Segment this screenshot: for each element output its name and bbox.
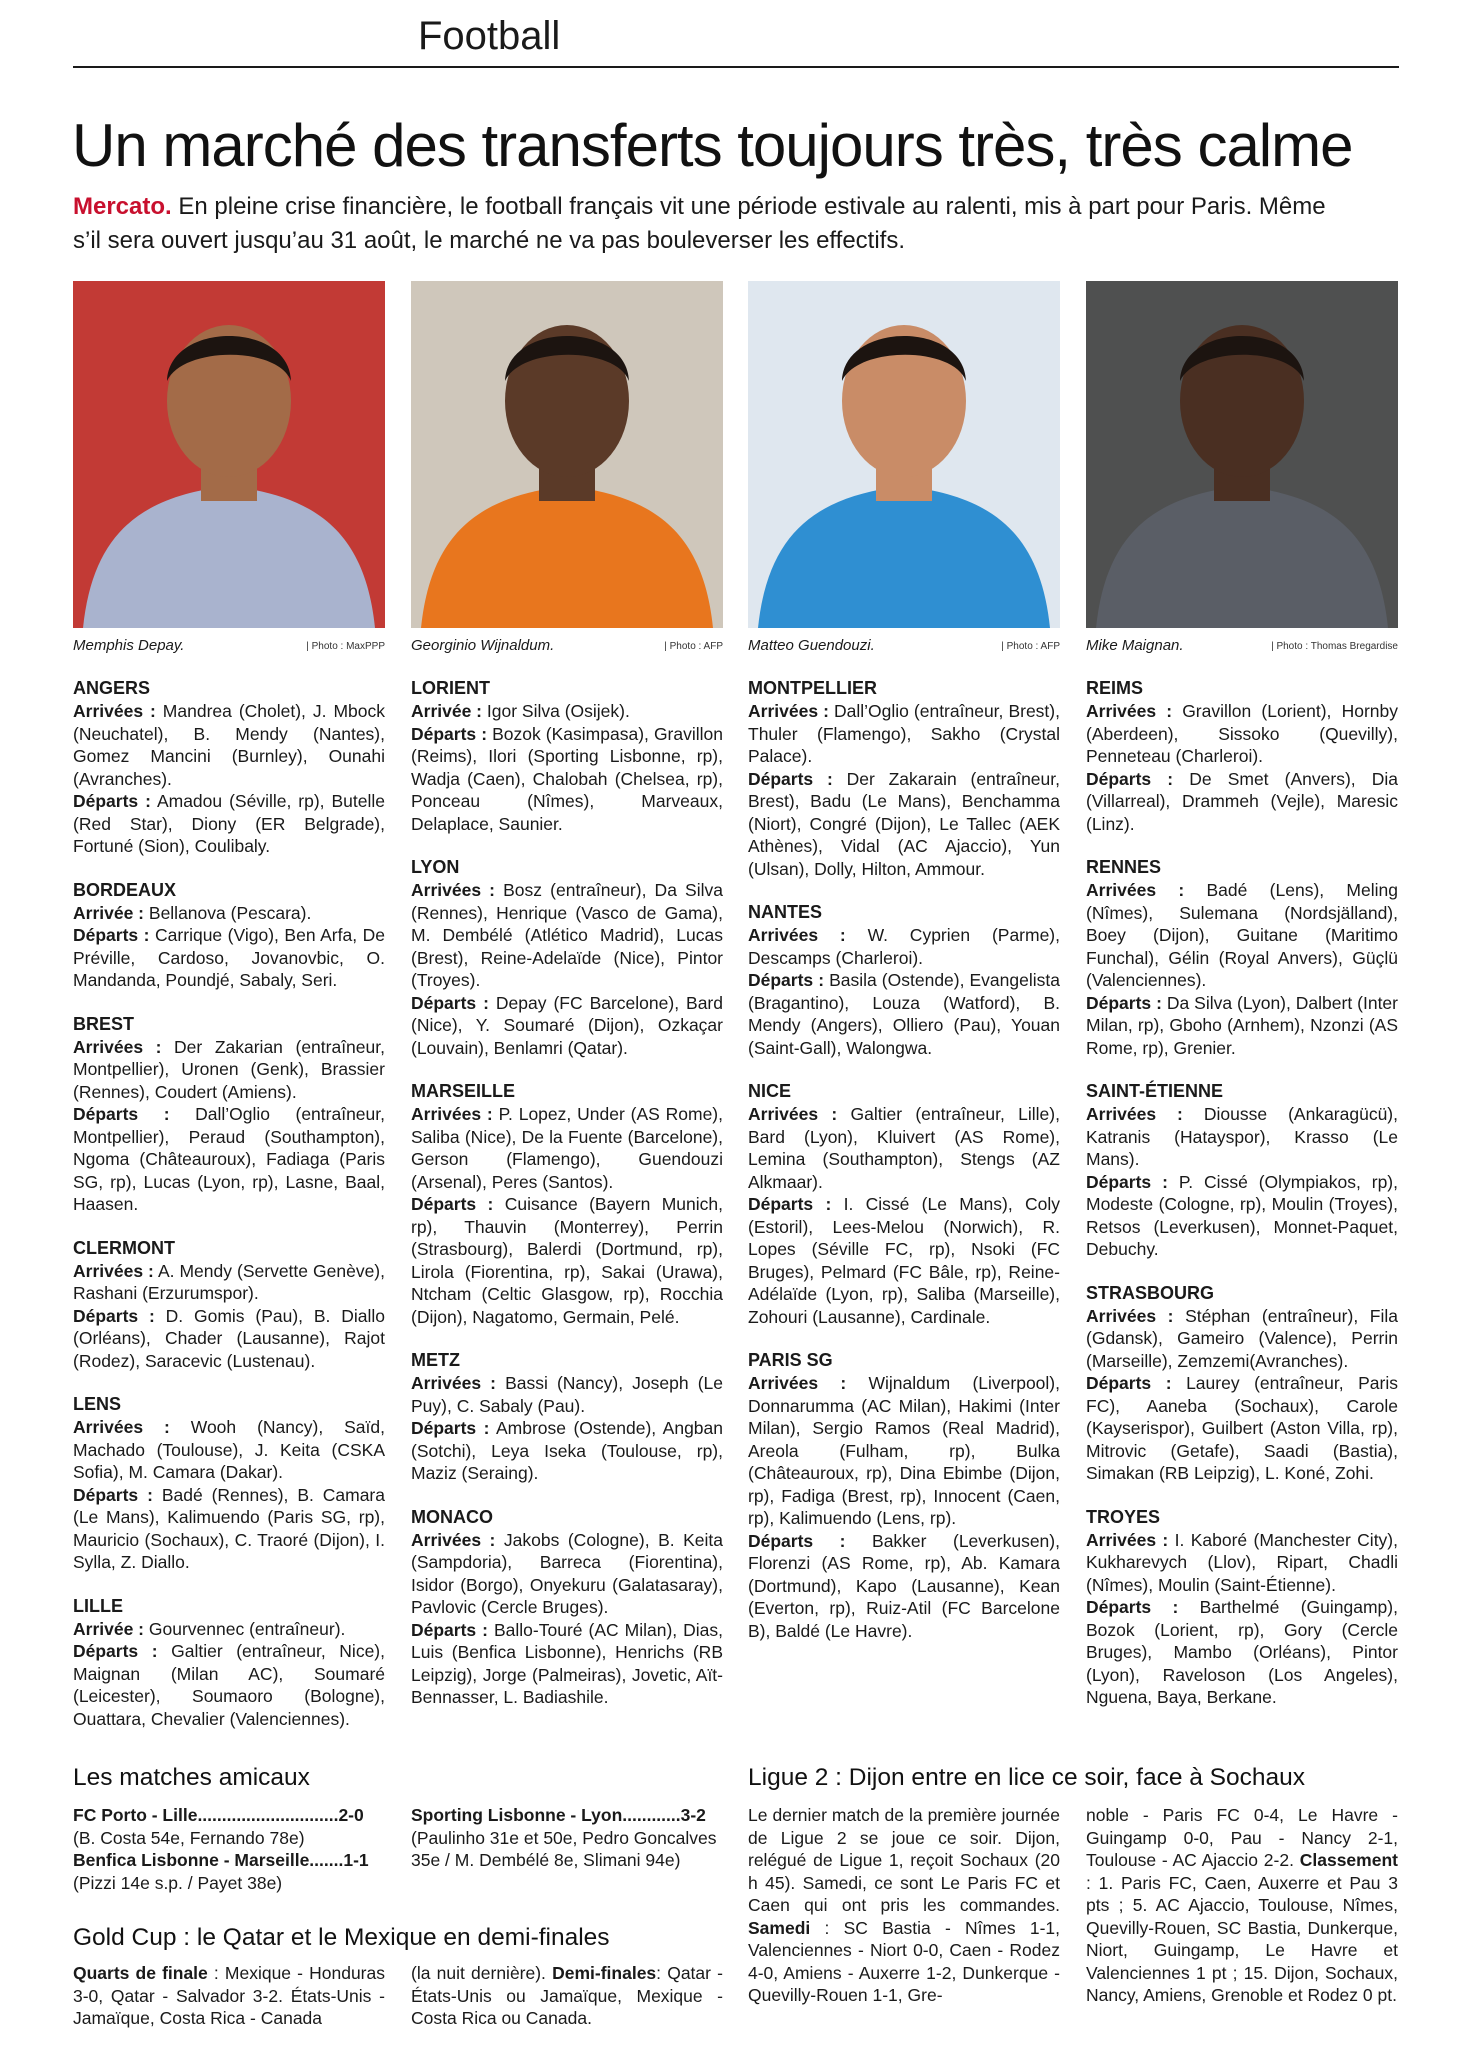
- departures-label: Départs :: [73, 1305, 155, 1326]
- ligue2-samedi-label: Samedi: [748, 1917, 811, 1938]
- departures-text: I. Cissé (Le Mans), Coly (Estoril), Lees-Melou (Norwich), R. Lopes (Séville FC, rp), Nsoki (FC Bruges), Pelmard (FC Bâle, rp), Reine-Adélaïde (Lyon, rp), Saliba (Marseille), Zohouri (Lausanne), Cardinale.: [748, 1194, 1060, 1327]
- club-departures: [1086, 1372, 1398, 1485]
- arrivals-text: Badé (Lens), Meling (Nîmes), Sulemana (Nordsjälland), Boey (Dijon), Guitane (Maritimo Funchal), Gélin (Royal Anvers), Güçlü (Valenciennes).: [1086, 880, 1398, 990]
- arrivals-text: A. Mendy (Servette Genève), Rashani (Erzurumspor).: [73, 1260, 385, 1303]
- club-block: [411, 676, 723, 835]
- club-departures: [73, 1305, 385, 1373]
- arrivals-text: Dall’Oglio (entraîneur, Brest), Thuler (Flamengo), Sakho (Crystal Palace).: [748, 701, 1060, 766]
- club-departures: [73, 1640, 385, 1730]
- club-arrivals: [73, 700, 385, 790]
- photo-caption: [748, 634, 1060, 660]
- caption-credit: | Photo : AFP: [1001, 641, 1060, 652]
- photo-memphis-depay: [73, 281, 385, 628]
- club-name: MARSEILLE: [411, 1081, 516, 1101]
- club-name: LILLE: [73, 1595, 123, 1616]
- arrivals-text: Mandrea (Cholet), J. Mbock (Neuchatel), B. Mendy (Nantes), Gomez Mancini (Burnley), Ounahi (Avranches).: [73, 701, 385, 789]
- arrivals-text: Jakobs (Cologne), B. Keita (Sampdoria), Barreca (Fiorentina), Isidor (Borgo), Onyekuru (Galatasaray), Pavlovic (Cercle Bruges).: [411, 1529, 723, 1617]
- club-name: BORDEAUX: [73, 879, 177, 900]
- caption-credit: | Photo : Thomas Bregardise: [1271, 641, 1398, 652]
- club-block: [1086, 855, 1398, 1059]
- arrivals-text: Bassi (Nancy), Joseph (Le Puy), C. Sabaly (Pau).: [411, 1373, 723, 1416]
- club-arrivals: [748, 700, 1060, 768]
- ligue2-samedi-cont: noble - Paris FC 0-4, Le Havre - Guingamp 0-0, Pau - Nancy 2-1, Toulouse - AC Ajaccio 2-2.: [1086, 1805, 1398, 1870]
- club-block: [411, 1505, 723, 1709]
- match-result: Sporting Lisbonne - Lyon............3-2: [411, 1805, 706, 1825]
- club-arrivals: [1086, 879, 1398, 992]
- club-block: [73, 1594, 385, 1731]
- arrivals-label: Arrivées :: [1086, 1104, 1183, 1124]
- departures-text: Galtier (entraîneur, Nice), Maignan (Milan AC), Soumaré (Leicester), Soumaoro (Bologne), Ouattara, Chevalier (Valenciennes).: [73, 1641, 385, 1729]
- caption-name: Memphis Depay.: [73, 637, 185, 654]
- departures-label: Départs :: [73, 1104, 170, 1124]
- caption-name: Georginio Wijnaldum.: [411, 637, 555, 654]
- arrivals-label: Arrivées :: [748, 925, 846, 945]
- transfer-column: [411, 676, 723, 1729]
- arrivals-label: Arrivées :: [411, 1373, 496, 1393]
- goldcup-qf: : Mexique - Honduras 3-0, Qatar - Salvador 3-2. États-Unis - Jamaïque, Costa Rica - Canada: [73, 1963, 385, 2028]
- chapo-kicker: Mercato.: [73, 193, 172, 220]
- departures-text: D. Gomis (Pau), B. Diallo (Orléans), Chader (Lausanne), Rajot (Rodez), Saracevic (Lustenau).: [73, 1305, 386, 1371]
- club-block: [73, 1392, 385, 1574]
- ligue2-col-2: [1086, 1804, 1398, 2007]
- arrivals-label: Arrivées :: [411, 1529, 496, 1550]
- chapo: [73, 190, 1333, 258]
- arrivals-label: Arrivées :: [73, 701, 156, 721]
- departures-text: Ballo-Touré (AC Milan), Dias, Luis (Benfica Lisbonne), Henrichs (RB Leipzig), Jorge (Palmeiras), Jovetic, Aït-Bennasser, L. Badiashile.: [411, 1619, 723, 1707]
- club-block: [748, 1348, 1060, 1642]
- club-arrivals: [1086, 1103, 1398, 1171]
- departures-text: Laurey (entraîneur, Paris FC), Aaneba (Sochaux), Carole (Kayserispor), Guilbert (Aston Villa, rp), Mitrovic (Getafe), Saadi (Bastia), Simakan (RB Leipzig), L. Koné, Zohi.: [1086, 1373, 1398, 1483]
- match-result: Benfica Lisbonne - Marseille.......1-1: [73, 1850, 369, 1870]
- departures-label: Départs :: [1086, 768, 1174, 789]
- club-arrivals: [1086, 1529, 1398, 1597]
- club-arrivals: [411, 1372, 723, 1417]
- club-name: LENS: [73, 1394, 122, 1414]
- goldcup-col-1: [73, 1962, 385, 2030]
- arrivals-text: W. Cyprien (Parme), Descamps (Charleroi).: [748, 925, 1060, 968]
- section-label: Football: [418, 14, 561, 58]
- club-name: REIMS: [1086, 678, 1144, 698]
- club-arrivals: [748, 1372, 1060, 1530]
- arrivals-text: Der Zakarian (entraîneur, Montpellier), Uronen (Genk), Brassier (Rennes), Coudert (Amiens).: [73, 1036, 385, 1102]
- caption-name: Matteo Guendouzi.: [748, 637, 875, 654]
- chapo-text: En pleine crise financière, le football français vit une période estivale au ralenti, mis à part pour Paris. Même s’il sera ouvert jusqu’au 31 août, le marché ne va pas bouleverser les effectifs.: [73, 193, 1326, 254]
- match-detail: (Pizzi 14e s.p. / Payet 38e): [73, 1872, 283, 1893]
- club-departures: [73, 1484, 385, 1574]
- arrivals-label: Arrivée :: [73, 902, 145, 923]
- club-departures: [1086, 992, 1398, 1060]
- departures-text: Der Zakarain (entraîneur, Brest), Badu (Le Mans), Benchamma (Niort), Congré (Dijon), Le Tallec (AEK Athènes), Vidal (AC Ajaccio), Yun (Ulsan), Dolly, Hilton, Ammour.: [748, 768, 1060, 879]
- arrivals-text: I. Kaboré (Manchester City), Kukharevych (Llov), Ripart, Chadli (Nîmes), Moulin (Saint-Étienne).: [1086, 1529, 1398, 1595]
- photo-matteo-guendouzi: [748, 281, 1060, 628]
- match-detail: (Paulinho 31e et 50e, Pedro Goncalves 35e / M. Dembélé 8e, Slimani 94e): [411, 1827, 717, 1870]
- club-name: CLERMONT: [73, 1237, 175, 1258]
- arrivals-label: Arrivées :: [748, 1373, 847, 1393]
- arrivals-label: Arrivée :: [411, 701, 483, 721]
- arrivals-text: Gourvennec (entraîneur).: [148, 1618, 346, 1639]
- arrivals-label: Arrivées :: [748, 701, 829, 721]
- departures-label: Départs :: [748, 970, 825, 990]
- goldcup-col-2: [411, 1962, 723, 2030]
- goldcup-sf-label: Demi-finales: [552, 1963, 657, 1983]
- club-departures: [411, 723, 723, 836]
- club-block: [748, 900, 1060, 1059]
- departures-label: Départs :: [411, 1619, 488, 1640]
- club-name: MONACO: [411, 1506, 493, 1527]
- club-arrivals: [411, 1529, 723, 1619]
- departures-text: Dall’Oglio (entraîneur, Montpellier), Peraud (Southampton), Ngoma (Châteauroux), Fadiaga (Paris SG, rp), Lucas (Lyon, rp), Lasne, Baal, Haasen.: [73, 1104, 385, 1214]
- caption-credit: | Photo : AFP: [664, 641, 723, 652]
- departures-text: Badé (Rennes), B. Camara (Le Mans), Kalimuendo (Paris SG, rp), Mauricio (Sochaux), C. Traoré (Dijon), I. Sylla, Z. Diallo.: [73, 1484, 385, 1572]
- club-departures: [1086, 768, 1398, 836]
- arrivals-label: Arrivées :: [73, 1036, 162, 1057]
- ligue2-col-1: [748, 1804, 1060, 2007]
- departures-label: Départs :: [73, 1641, 158, 1661]
- arrivals-text: Bellanova (Pescara).: [148, 902, 312, 923]
- club-arrivals: [1086, 700, 1398, 768]
- club-departures: [1086, 1171, 1398, 1261]
- club-name: ANGERS: [73, 678, 151, 698]
- club-departures: [748, 1530, 1060, 1643]
- club-name: METZ: [411, 1350, 460, 1370]
- club-arrivals: [411, 700, 723, 723]
- photo-caption: [73, 634, 385, 660]
- goldcup-qf-label: Quarts de finale: [73, 1963, 208, 1983]
- transfer-column: [748, 676, 1060, 1662]
- arrivals-text: Gravillon (Lorient), Hornby (Aberdeen), Sissoko (Quevilly), Penneteau (Charleroi).: [1086, 701, 1398, 766]
- club-name: RENNES: [1086, 857, 1162, 877]
- departures-label: Départs :: [1086, 1597, 1179, 1617]
- club-departures: [411, 1193, 723, 1328]
- departures-label: Départs :: [73, 1484, 153, 1505]
- departures-label: Départs :: [411, 1194, 494, 1214]
- departures-label: Départs :: [1086, 1171, 1168, 1192]
- departures-text: Cuisance (Bayern Munich, rp), Thauvin (Monterrey), Perrin (Strasbourg), Balerdi (Dortmund, rp), Lirola (Fiorentina, rp), Sakai (Urawa), Ntcham (Celtic Glasgow, rp), Rocchia (Dijon), Nagatomo, Germain, Pelé.: [411, 1194, 723, 1327]
- match-result: FC Porto - Lille.............................2-0: [73, 1805, 364, 1825]
- arrivals-text: Wijnaldum (Liverpool), Donnarumma (AC Milan), Hakimi (Inter Milan), Sergio Ramos (Real Madrid), Areola (Fulham, rp), Bulka (Châteauroux, rp), Dina Ebimbe (Dijon, rp), Fadiga (Brest, rp), Innocent (Caen, rp), Kalimuendo (Lens, rp).: [748, 1373, 1060, 1528]
- departures-text: Bozok (Kasimpasa), Gravillon (Reims), Ilori (Sporting Lisbonne, rp), Wadja (Caen), Chalobah (Chelsea, rp), Ponceau (Nîmes), Marveaux, Delaplace, Saunier.: [411, 723, 723, 834]
- club-name: NICE: [748, 1081, 792, 1101]
- departures-label: Départs :: [748, 1530, 846, 1551]
- arrivals-text: Galtier (entraîneur, Lille), Bard (Lyon), Kluivert (AS Rome), Lemina (Southampton), Stengs (AZ Alkmaar).: [748, 1104, 1060, 1192]
- club-departures: [748, 969, 1060, 1059]
- club-arrivals: [1086, 1305, 1398, 1373]
- departures-label: Départs :: [73, 791, 151, 811]
- club-name: NANTES: [748, 902, 823, 922]
- photo-caption: [1086, 634, 1398, 660]
- club-name: TROYES: [1086, 1506, 1161, 1527]
- departures-label: Départs :: [1086, 992, 1162, 1013]
- departures-text: Ambrose (Ostende), Angban (Sotchi), Leya Iseka (Toulouse, rp), Maziz (Seraing).: [411, 1418, 723, 1483]
- arrivals-text: Stéphan (entraîneur), Fila (Gdansk), Gameiro (Valence), Perrin (Marseille), Zemzemi(Avranches).: [1086, 1305, 1398, 1371]
- club-block: [748, 1079, 1060, 1328]
- goldcup-title: Gold Cup : le Qatar et le Mexique en demi-finales: [73, 1924, 610, 1951]
- arrivals-label: Arrivées :: [73, 1417, 170, 1437]
- club-arrivals: [73, 902, 385, 925]
- departures-text: Basila (Ostende), Evangelista (Bragantino), Louza (Watford), B. Mendy (Angers), Olliero (Pau), Youan (Saint-Gall), Walongwa.: [748, 970, 1060, 1058]
- club-block: [73, 1236, 385, 1373]
- departures-text: Carrique (Vigo), Ben Arfa, De Préville, Cardoso, Jovanovbic, O. Mandanda, Poundjé, Sabaly, Seri.: [73, 925, 385, 990]
- arrivals-label: Arrivées :: [1086, 1305, 1174, 1326]
- amicaux-title: Les matches amicaux: [73, 1764, 310, 1791]
- arrivals-text: Igor Silva (Osijek).: [486, 701, 630, 721]
- club-block: [411, 1079, 723, 1328]
- club-arrivals: [748, 924, 1060, 969]
- arrivals-label: Arrivées :: [748, 1104, 838, 1124]
- club-departures: [748, 1193, 1060, 1328]
- departures-text: Amadou (Séville, rp), Butelle (Red Star), Diony (ER Belgrade), Fortuné (Sion), Coulibaly.: [73, 791, 385, 856]
- departures-text: Barthelmé (Guingamp), Bozok (Lorient, rp), Gory (Cercle Bruges), Mambo (Orléans), Pintor (Lyon), Raveloson (Los Angeles), Nguena, Baya, Berkane.: [1086, 1597, 1398, 1707]
- photo-georginio-wijnaldum: [411, 281, 723, 628]
- club-arrivals: [748, 1103, 1060, 1193]
- departures-text: Bakker (Leverkusen), Florenzi (AS Rome, rp), Ab. Kamara (Dortmund), Kapo (Lausanne), Kean (Everton, rp), Ruiz-Atil (FC Barcelone B), Baldé (Le Havre).: [748, 1530, 1060, 1641]
- departures-label: Départs :: [1086, 1373, 1172, 1393]
- departures-text: De Smet (Anvers), Dia (Villarreal), Drammeh (Vejle), Maresic (Linz).: [1086, 768, 1398, 834]
- club-departures: [411, 1417, 723, 1485]
- departures-text: Depay (FC Barcelone), Bard (Nice), Y. Soumaré (Dijon), Ozkaçar (Louvain), Benlamri (Qatar).: [411, 992, 723, 1058]
- club-arrivals: [73, 1618, 385, 1641]
- transfer-column: [73, 676, 385, 1750]
- arrivals-label: Arrivées :: [1086, 1529, 1169, 1550]
- photo-mike-maignan: [1086, 281, 1398, 628]
- departures-label: Départs :: [73, 925, 150, 945]
- goldcup-sf: : Qatar - États-Unis ou Jamaïque, Mexique - Costa Rica ou Canada.: [411, 1963, 723, 2028]
- club-departures: [73, 790, 385, 858]
- arrivals-label: Arrivées :: [411, 1104, 493, 1124]
- club-name: MONTPELLIER: [748, 678, 877, 698]
- club-block: [73, 878, 385, 992]
- departures-label: Départs :: [411, 1418, 490, 1438]
- goldcup-qf-cont: (la nuit dernière).: [411, 1963, 553, 1983]
- headline: Un marché des transferts toujours très, très calme: [72, 112, 1353, 179]
- caption-credit: | Photo : MaxPPP: [306, 641, 385, 652]
- departures-label: Départs :: [411, 723, 488, 744]
- ligue2-samedi: : SC Bastia - Nîmes 1-1, Valenciennes - Niort 0-0, Caen - Rodez 4-0, Amiens - Auxerre 1-2, Dunkerque - Quevilly-Rouen 1-1, Gre-: [748, 1917, 1060, 2005]
- arrivals-text: P. Lopez, Under (AS Rome), Saliba (Nice), De la Fuente (Barcelone), Gerson (Flamengo), Guendouzi (Arsenal), Peres (Santos).: [411, 1104, 723, 1192]
- caption-name: Mike Maignan.: [1086, 637, 1184, 654]
- ligue2-classement: : 1. Paris FC, Caen, Auxerre et Pau 3 pts ; 5. AC Ajaccio, Toulouse, Nîmes, Quevilly-Rouen, SC Bastia, Dunkerque, Niort, Guingamp, Le Havre et Valenciennes 1 pt ; 15. Dijon, Sochaux, Nancy, Amiens, Grenoble et Rodez 0 pt.: [1086, 1872, 1398, 2005]
- club-block: [1086, 676, 1398, 835]
- club-name: SAINT-ÉTIENNE: [1086, 1081, 1224, 1101]
- club-block: [1086, 1079, 1398, 1261]
- departures-label: Départs :: [748, 768, 833, 789]
- club-arrivals: [73, 1260, 385, 1305]
- arrivals-label: Arrivées :: [73, 1260, 154, 1281]
- club-block: [411, 1348, 723, 1485]
- club-departures: [411, 992, 723, 1060]
- match-detail: (B. Costa 54e, Fernando 78e): [73, 1827, 305, 1848]
- arrivals-label: Arrivée :: [73, 1618, 145, 1639]
- ligue2-classement-label: Classement: [1299, 1850, 1398, 1870]
- club-departures: [748, 768, 1060, 881]
- club-departures: [73, 924, 385, 992]
- club-arrivals: [73, 1036, 385, 1104]
- club-name: LYON: [411, 857, 460, 877]
- departures-text: P. Cissé (Olympiakos, rp), Modeste (Cologne, rp), Moulin (Troyes), Retsos (Leverkusen), Monnet-Paquet, Debuchy.: [1086, 1171, 1398, 1259]
- top-rule: [73, 66, 1399, 68]
- club-name: PARIS SG: [748, 1350, 833, 1370]
- arrivals-label: Arrivées :: [411, 880, 495, 900]
- transfer-column: [1086, 676, 1398, 1729]
- ligue2-title: Ligue 2 : Dijon entre en lice ce soir, face à Sochaux: [748, 1764, 1306, 1791]
- club-departures: [73, 1103, 385, 1216]
- departures-label: Départs :: [411, 992, 489, 1013]
- club-block: [73, 1012, 385, 1216]
- club-departures: [411, 1619, 723, 1709]
- amicaux-col-1: [73, 1804, 385, 1894]
- departures-label: Départs :: [748, 1194, 832, 1214]
- arrivals-text: Bosz (entraîneur), Da Silva (Rennes), Henrique (Vasco de Gama), M. Dembélé (Atlético Madrid), Lucas (Brest), Reine-Adelaïde (Nice), Pintor (Troyes).: [411, 880, 723, 990]
- club-arrivals: [73, 1416, 385, 1484]
- club-name: STRASBOURG: [1086, 1282, 1215, 1303]
- club-block: [411, 855, 723, 1059]
- departures-text: Da Silva (Lyon), Dalbert (Inter Milan, rp), Gboho (Arnhem), Nzonzi (AS Rome, rp), Grenier.: [1086, 992, 1398, 1058]
- arrivals-text: Wooh (Nancy), Saïd, Machado (Toulouse), J. Keita (CSKA Sofia), M. Camara (Dakar).: [73, 1417, 385, 1482]
- club-arrivals: [411, 879, 723, 992]
- club-block: [1086, 1281, 1398, 1485]
- arrivals-label: Arrivées :: [1086, 880, 1185, 900]
- club-arrivals: [411, 1103, 723, 1193]
- club-block: [1086, 1505, 1398, 1709]
- arrivals-label: Arrivées :: [1086, 701, 1173, 721]
- club-block: [73, 676, 385, 858]
- club-name: LORIENT: [411, 678, 490, 698]
- club-block: [748, 676, 1060, 880]
- club-departures: [1086, 1596, 1398, 1709]
- ligue2-intro: Le dernier match de la première journée de Ligue 2 se joue ce soir. Dijon, relégué de Ligue 1, reçoit Sochaux (20 h 45). Samedi, ce sont Le Paris FC et Caen qui ont pris les commandes.: [748, 1805, 1060, 1915]
- arrivals-text: Diousse (Ankaragücü), Katranis (Hatayspor), Krasso (Le Mans).: [1086, 1104, 1398, 1169]
- amicaux-col-2: [411, 1804, 723, 1872]
- photo-caption: [411, 634, 723, 660]
- club-name: BREST: [73, 1013, 135, 1034]
